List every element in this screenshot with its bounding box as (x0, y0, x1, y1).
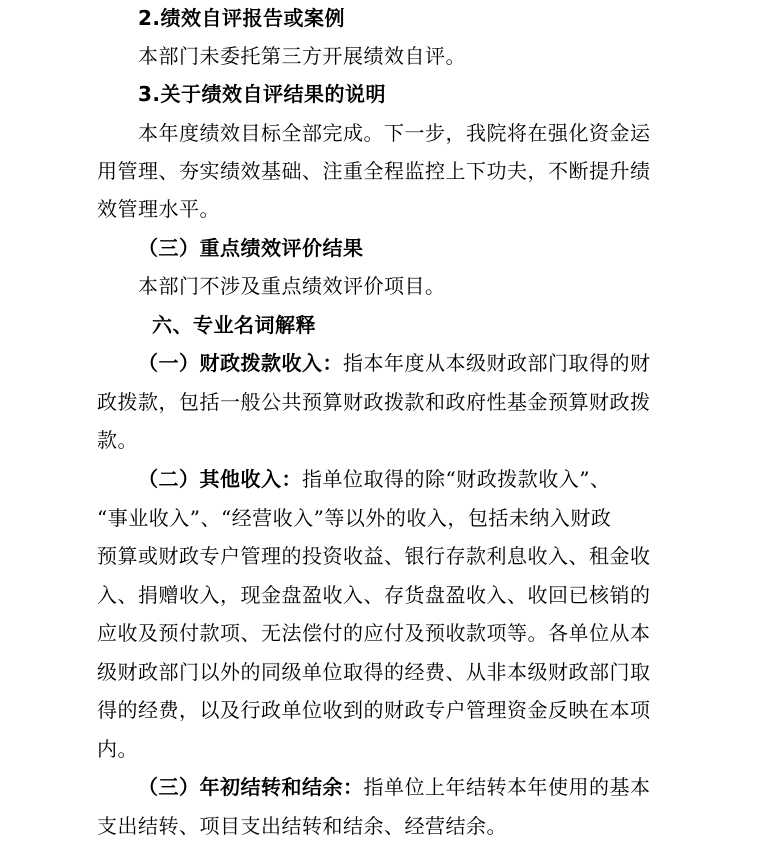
term-label: （二）其他收入： (138, 467, 302, 491)
sub3-line: 本年度绩效目标全部完成。下一步，我院将在强化资金运 (138, 121, 651, 145)
term-definition-line (138, 773, 651, 801)
term-definition-line (138, 349, 651, 377)
term-label: （一）财政拨款收入： (138, 351, 343, 375)
section6-heading: 六、专业名词解释 (152, 313, 316, 337)
sub3-heading: 3.关于绩效自评结果的说明 (138, 82, 387, 106)
term-definition-line: 得的经费，以及行政单位收到的财政专户管理资金反映在本项 (97, 698, 651, 722)
term-definition-line: 款。 (97, 428, 138, 452)
term-definition-line: 内。 (97, 737, 138, 761)
term-definition-line: 应收及预付款项、无法偿付的应付及预收款项等。各单位从本 (97, 621, 651, 645)
sub3-line: 用管理、夯实绩效基础、注重全程监控上下功夫，不断提升绩 (97, 159, 651, 183)
term-definition-line: 入、捐赠收入，现金盘盈收入、存货盘盈收入、收回已核销的 (97, 583, 651, 607)
key-eval-text: 本部门不涉及重点绩效评价项目。 (138, 274, 446, 298)
key-eval-heading: （三）重点绩效评价结果 (138, 236, 364, 260)
term-definition-line (138, 465, 610, 493)
term-definition-line: 支出结转、项目支出结转和结余、经营结余。 (97, 814, 507, 838)
sub3-line: 效管理水平。 (97, 197, 220, 221)
sub2-text: 本部门未委托第三方开展绩效自评。 (138, 44, 466, 68)
sub2-heading: 2.绩效自评报告或案例 (138, 6, 346, 30)
term-text: 指本年度从本级财政部门取得的财 (343, 351, 651, 375)
term-definition-line: “事业收入”、“经营收入”等以外的收入，包括未纳入财政 (97, 506, 612, 530)
term-label: （三）年初结转和结余： (138, 775, 364, 799)
term-definition-line: 预算或财政专户管理的投资收益、银行存款利息收入、租金收 (97, 544, 651, 568)
term-definition-line: 政拨款，包括一般公共预算财政拨款和政府性基金预算财政拨 (97, 390, 651, 414)
term-definition-line: 级财政部门以外的同级单位取得的经费、从非本级财政部门取 (97, 660, 651, 684)
term-text: 指单位取得的除“财政拨款收入”、 (302, 467, 611, 491)
term-text: 指单位上年结转本年使用的基本 (363, 775, 651, 799)
